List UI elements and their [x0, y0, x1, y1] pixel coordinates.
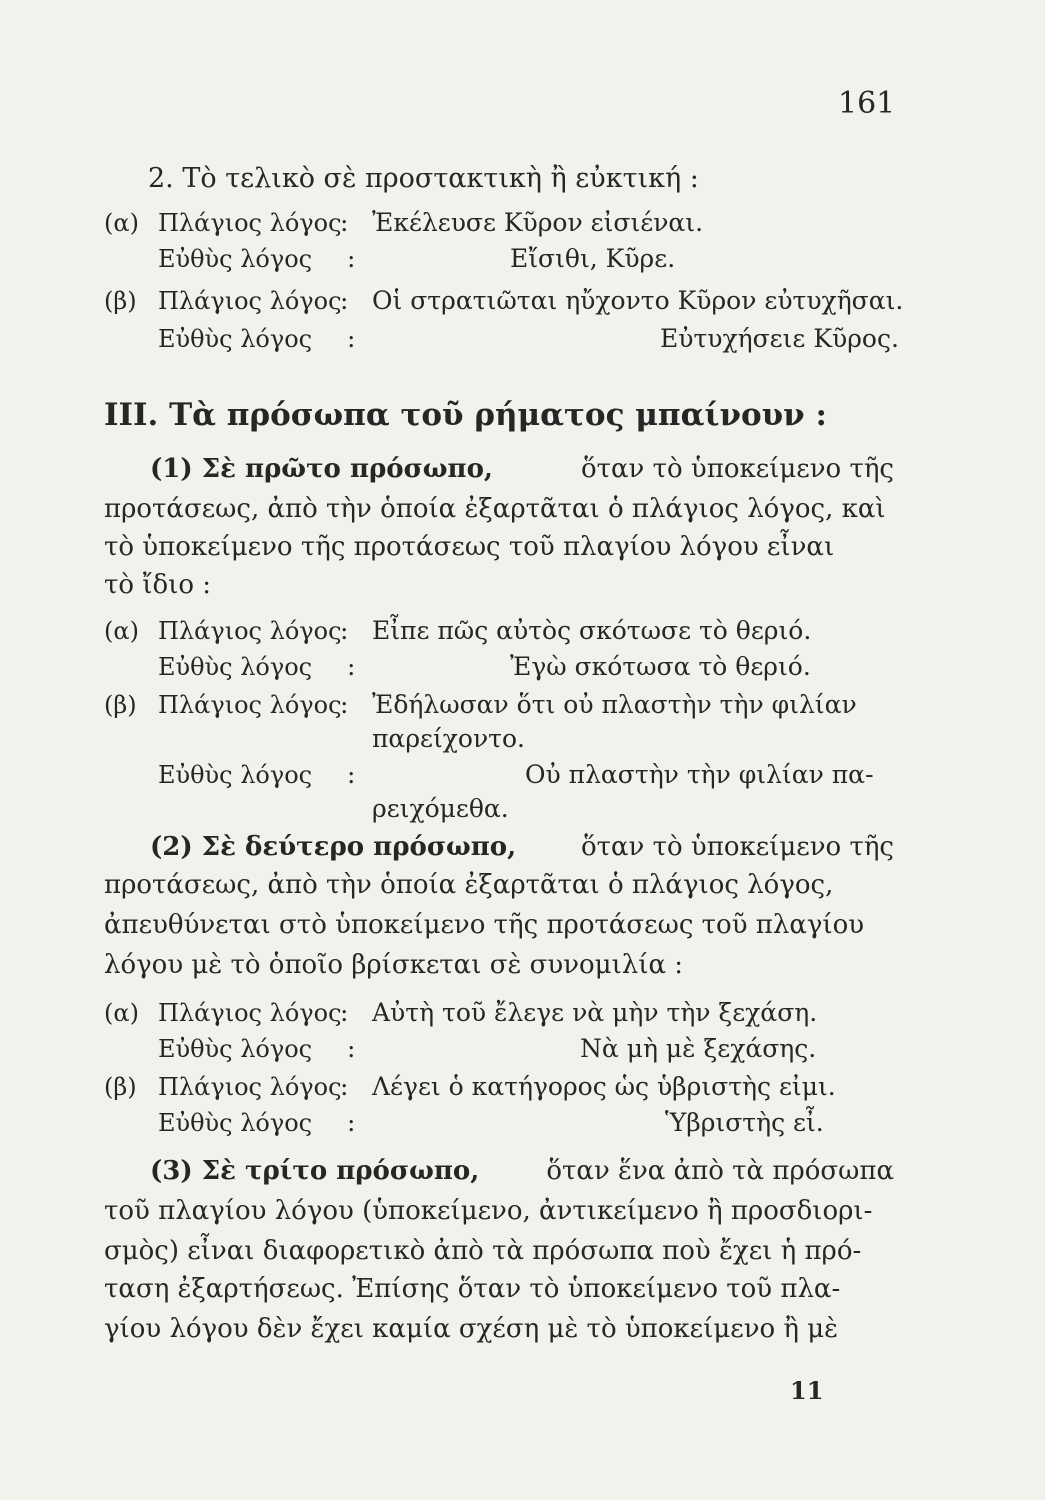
example-text: Οἱ στρατιῶται ηὔχοντο Κῦρον εὐτυχῆσαι. — [372, 286, 904, 315]
example-text: Οὐ πλαστὴν τὴν φιλίαν πα- — [525, 760, 874, 789]
colon: : — [340, 998, 349, 1027]
example-2a-indirect-speech — [0, 996, 1045, 1030]
paragraph-1-line-2: προτάσεως, ἀπὸ τὴν ὁποία ἐξαρτᾶται ὁ πλάγιος λόγος, καὶ — [104, 494, 886, 524]
paragraph-3-line-2: τοῦ πλαγίου λόγου (ὑποκείμενο, ἀντικείμενο ἢ προσδιορι- — [104, 1196, 873, 1226]
paragraph-3-line-1 — [150, 1154, 894, 1188]
colon: : — [347, 1108, 356, 1137]
colon: : — [340, 616, 349, 645]
example-2a-direct-speech — [0, 1032, 1045, 1066]
example-1b-indirect-cont: παρείχοντο. — [372, 724, 525, 753]
colon: : — [347, 324, 356, 353]
example-text: Εἶπε πῶς αὐτὸς σκότωσε τὸ θεριό. — [372, 616, 812, 645]
indirect-speech-label: Πλάγιος λόγος — [158, 209, 342, 237]
example-text: Λέγει ὁ κατήγορος ὡς ὑβριστὴς εἰμι. — [372, 1072, 836, 1101]
example-marker: (α) — [104, 209, 139, 237]
colon: : — [347, 1034, 356, 1063]
colon: : — [347, 244, 356, 273]
section-3-heading: III. Τὰ πρόσωπα τοῦ ρήματος μπαίνουν : — [104, 397, 827, 433]
example-2b-indirect-speech — [0, 1070, 1045, 1104]
colon: : — [340, 208, 349, 237]
paragraph-3-line-4: ταση ἐξαρτήσεως. Ἐπίσης ὅταν τὸ ὑποκείμενο τοῦ πλα- — [104, 1274, 841, 1304]
direct-speech-label: Εὐθὺς λόγος — [158, 1035, 313, 1063]
example-text: Ὑβριστὴς εἶ. — [665, 1108, 824, 1137]
example-text: Ἐδήλωσαν ὅτι οὐ πλαστὴν τὴν φιλίαν — [372, 690, 857, 719]
direct-speech-label: Εὐθὺς λόγος — [158, 325, 313, 353]
indirect-speech-label: Πλάγιος λόγος — [158, 287, 342, 315]
paragraph-1-line-3: τὸ ὑποκείμενο τῆς προτάσεως τοῦ πλαγίου λόγου εἶναι — [104, 532, 835, 562]
paragraph-2-line-1 — [150, 830, 894, 864]
example-1b-indirect — [0, 688, 1045, 722]
example-text: Εὐτυχήσειε Κῦρος. — [660, 324, 899, 353]
paragraph-2-line-4: λόγου μὲ τὸ ὁποῖο βρίσκεται σὲ συνομιλία : — [104, 950, 684, 980]
paragraph-lead: (1) Σὲ πρῶτο πρόσωπο, — [150, 454, 493, 484]
colon: : — [340, 1072, 349, 1101]
example-1a-indirect — [0, 614, 1045, 648]
paragraph-text: ὅταν τὸ ὑποκείμενο τῆς — [580, 454, 894, 484]
example-marker: (β) — [104, 287, 137, 315]
example-text: Αὐτὴ τοῦ ἔλεγε νὰ μὴν τὴν ξεχάση. — [372, 998, 818, 1027]
example-2b-direct-speech — [0, 1106, 1045, 1140]
example-1b-direct — [0, 758, 1045, 792]
example-text: Ἐγὼ σκότωσα τὸ θεριό. — [510, 652, 811, 681]
direct-speech-label: Εὐθὺς λόγος — [158, 245, 313, 273]
colon: : — [347, 760, 356, 789]
paragraph-3-line-5: γίου λόγου δὲν ἔχει καμία σχέση μὲ τὸ ὑποκείμενο ἢ μὲ — [104, 1314, 839, 1344]
indirect-speech-label: Πλάγιος λόγος — [158, 617, 342, 645]
example-text: Ἐκέλευσε Κῦρον εἰσιέναι. — [372, 208, 704, 237]
direct-speech-label: Εὐθὺς λόγος — [158, 653, 313, 681]
paragraph-3-line-3: σμὸς) εἶναι διαφορετικὸ ἀπὸ τὰ πρόσωπα ποὺ ἔχει ἡ πρό- — [104, 1236, 862, 1266]
example-text: Εἴσιθι, Κῦρε. — [510, 244, 676, 273]
printer-signature: 11 — [790, 1376, 824, 1405]
section-2-heading: 2. Τὸ τελικὸ σὲ προστακτικὴ ἢ εὐκτική : — [148, 163, 699, 194]
example-1a-direct — [0, 650, 1045, 684]
example-2b-direct — [0, 322, 1045, 356]
example-marker: (α) — [104, 617, 139, 645]
example-2b-indirect — [0, 284, 1045, 318]
paragraph-lead: (2) Σὲ δεύτερο πρόσωπο, — [150, 832, 517, 862]
example-2a-direct — [0, 242, 1045, 276]
colon: : — [340, 286, 349, 315]
colon: : — [347, 652, 356, 681]
example-1b-direct-cont: ρειχόμεθα. — [372, 794, 509, 823]
example-text: Νὰ μὴ μὲ ξεχάσης. — [580, 1034, 817, 1063]
colon: : — [340, 690, 349, 719]
paragraph-2-line-3: ἀπευθύνεται στὸ ὑποκείμενο τῆς προτάσεως τοῦ πλαγίου — [104, 910, 865, 940]
paragraph-text: ὅταν ἕνα ἀπὸ τὰ πρόσωπα — [546, 1156, 894, 1186]
example-marker: (β) — [104, 1073, 137, 1101]
paragraph-1-line-1 — [150, 452, 894, 486]
indirect-speech-label: Πλάγιος λόγος — [158, 999, 342, 1027]
paragraph-1-line-4: τὸ ἴδιο : — [104, 570, 212, 600]
example-marker: (α) — [104, 999, 139, 1027]
example-2a-indirect — [0, 206, 1045, 240]
paragraph-lead: (3) Σὲ τρίτο πρόσωπο, — [150, 1156, 480, 1186]
example-marker: (β) — [104, 691, 137, 719]
direct-speech-label: Εὐθὺς λόγος — [158, 1109, 313, 1137]
indirect-speech-label: Πλάγιος λόγος — [158, 691, 342, 719]
indirect-speech-label: Πλάγιος λόγος — [158, 1073, 342, 1101]
paragraph-text: ὅταν τὸ ὑποκείμενο τῆς — [580, 832, 894, 862]
direct-speech-label: Εὐθὺς λόγος — [158, 761, 313, 789]
page-number: 161 — [838, 86, 896, 121]
paragraph-2-line-2: προτάσεως, ἀπὸ τὴν ὁποία ἐξαρτᾶται ὁ πλάγιος λόγος, — [104, 870, 834, 900]
